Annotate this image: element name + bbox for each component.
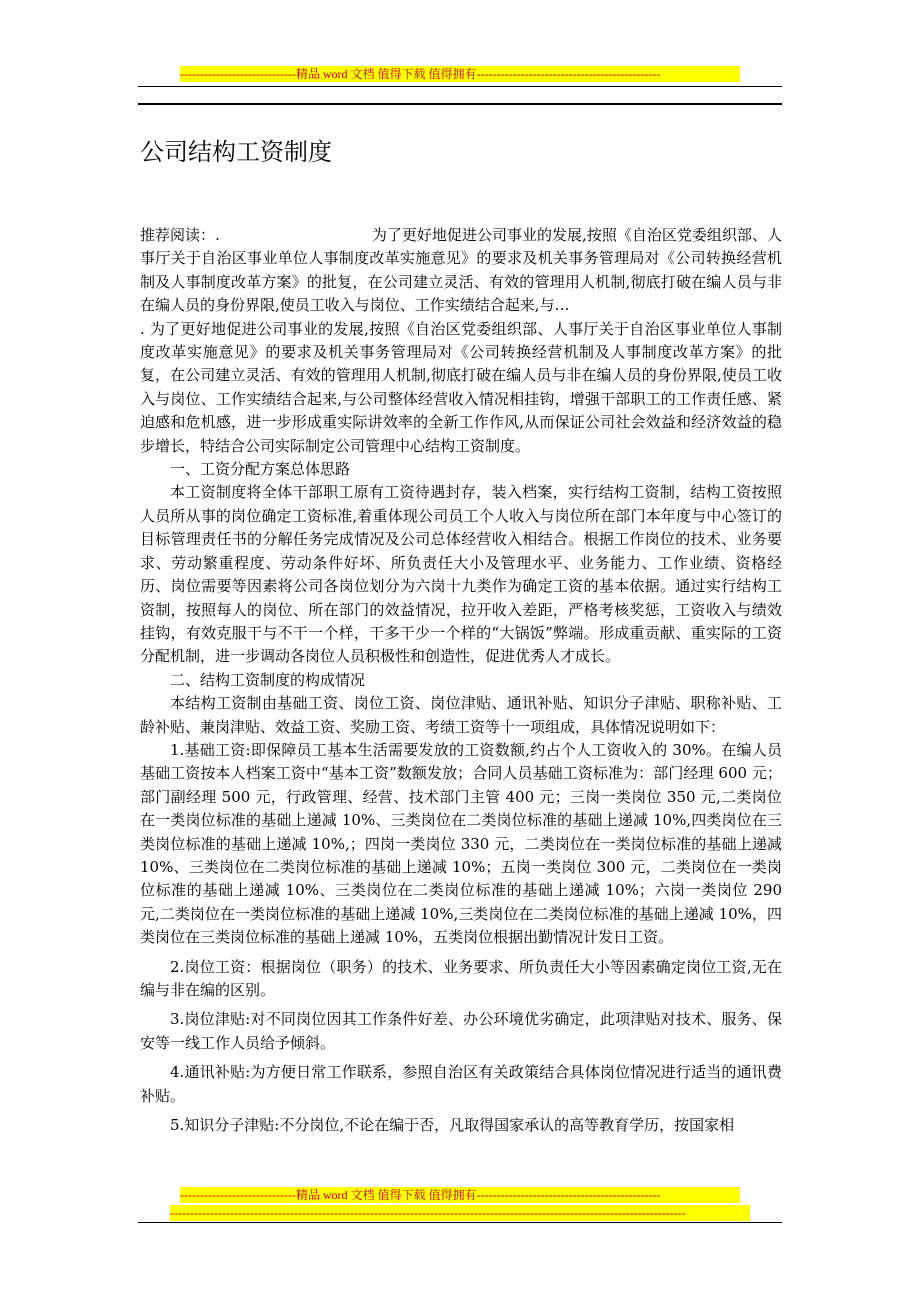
- section1-heading: 一、工资分配方案总体思路: [170, 460, 351, 479]
- header-rule-thin: [138, 86, 782, 87]
- footer-rule: [138, 1222, 782, 1223]
- intro-paragraph: . 为了更好地促进公司事业的发展,按照《自治区党委组织部、人事厅关于自治区事业单位人事制度改革实施意见》的要求及机关事务管理局对《公司转换经营机制及人事制度改革方案》的批复，在公司建立灵活、有效的管理用人机制,彻底打破在编人员与非在编人员的身份界限,使员工收入与岗位、工作实绩结合起来,与公司整体经营收入情况相挂钩，增强干部职工的工作责任感、紧迫感和危机感，进一步形成重实际讲效率的全新工作作风,从而保证公司社会效益和经济效益的稳步增长，特结合公司实际制定公司管理中心结构工资制度。: [140, 319, 782, 455]
- item-basic-salary: 1.基础工资:即保障员工基本生活需要发放的工资数额,约占个人工资收入的 30%。在编人员基础工资按本人档案工资中“基本工资”数额发放；合同人员基础工资标准为：部门经理 600 元；部门副经理 500 元，行政管理、经营、技术部门主管 400 元；三岗一类岗位 350 元,二类岗位在一类岗位标准的基础上递减 10%、三类岗位在二类岗位标准的基础上递减 10%,四类岗位在三类岗位标准的基础上递减 10%,；四岗一类岗位 330 元，二类岗位在一类岗位标准的基础上递减 10%、三类岗位在二类岗位标准的基础上递减 10%；五岗一类岗位 300 元，二类岗位在一类岗位标准的基础上递减 10%、三类岗位在二类岗位标准的基础上递减 10%；六岗一类岗位 290 元,二类岗位在一类岗位标准的基础上递减 10%,三类岗位在二类岗位标准的基础上递减 10%，四类岗位在三类岗位标准的基础上递减 10%，五类岗位根据出勤情况计发日工资。: [140, 740, 782, 947]
- header-rule-thick: [138, 103, 782, 105]
- section1-body: 本工资制度将全体干部职工原有工资待遇封存，装入档案，实行结构工资制，结构工资按照人员所从事的岗位确定工资标准,着重体现公司员工个人收入与岗位所在部门本年度与中心签订的目标管理责任书的分解任务完成情况及公司总体经营收入相结合。根据工作岗位的技术、业务要求、劳动繁重程度、劳动条件好坏、所负责任大小及管理水平、业务能力、工作业绩、资格经历、岗位需要等因素将公司各岗位划分为六岗十九类作为确定工资的基本依据。通过实行结构工资制，按照每人的岗位、所在部门的效益情况，拉开收入差距，严格考核奖惩，工资收入与绩效挂钩，有效克服干与不干一个样，干多干少一个样的“大锅饭”弊端。形成重贡献、重实际的工资分配机制，进一步调动各岗位人员积极性和创造性，促进优秀人才成长。: [140, 483, 782, 666]
- footer-banner: -----------------------------精品 word 文档 值得下载 值得拥有----------------------------------------------: [180, 1187, 740, 1203]
- header-banner: -----------------------------精品 word 文档 值得下载 值得拥有----------------------------------------------: [180, 66, 740, 82]
- recommend-paragraph: [140, 224, 782, 318]
- recommend-text: 为了更好地促进公司事业的发展,按照《自治区党委组织部、人事厅关于自治区事业单位人事制度改革实施意见》的要求及机关事务管理局对《公司转换经营机制及人事制度改革方案》的批复，在公司建立灵活、有效的管理用人机制,彻底打破在编人员与非在编人员的身份界限,使员工收入与岗位、工作实绩结合起来,与…: [140, 226, 782, 315]
- item-position-salary: 2.岗位工资：根据岗位（职务）的技术、业务要求、所负责任大小等因素确定岗位工资,无在编与非在编的区别。: [140, 957, 782, 999]
- section2-heading: 二、结构工资制度的构成情况: [170, 670, 366, 689]
- section2-body: 本结构工资制由基础工资、岗位工资、岗位津贴、通讯补贴、知识分子津贴、职称补贴、工龄补贴、兼岗津贴、效益工资、奖励工资、考绩工资等十一项组成，具体情况说明如下：: [140, 694, 782, 736]
- document-body: [140, 224, 782, 1137]
- item-intellectual-allowance: 5.知识分子津贴:不分岗位,不论在编于否，凡取得国家承认的高等教育学历，按国家相: [170, 1116, 735, 1135]
- footer-dash-line: ---------------------------------------------------------------------------------------------------------------------------------: [170, 1205, 750, 1221]
- recommend-label: 推荐阅读：.: [140, 226, 220, 244]
- item-communication-subsidy: 4.通讯补贴:为方便日常工作联系，参照自治区有关政策结合具体岗位情况进行适当的通讯费补贴。: [140, 1063, 782, 1105]
- item-position-allowance: 3.岗位津贴:对不同岗位因其工作条件好差、办公环境优劣确定，此项津贴对技术、服务、保安等一线工作人员给予倾斜。: [140, 1010, 782, 1052]
- document-title: 公司结构工资制度: [140, 138, 332, 166]
